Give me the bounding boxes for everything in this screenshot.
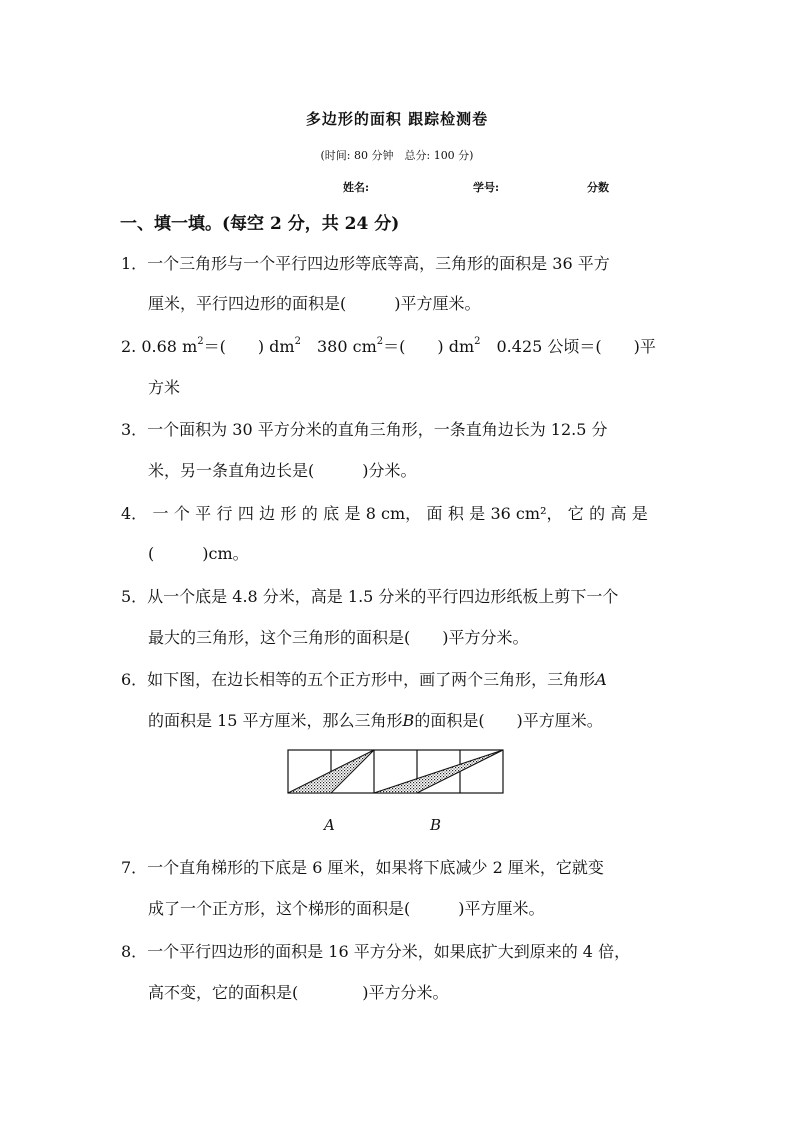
q6-text-a: 的面积是 15 平方厘米，那么三角形: [148, 711, 403, 730]
q4-word: 是: [631, 504, 648, 523]
q4-word: 四: [237, 504, 254, 523]
question-1-line-1: 1．一个三角形与一个平行四边形等底等高，三角形的面积是 36 平方: [121, 254, 610, 273]
exam-subtitle: (时间: 80 分钟 总分: 100 分): [320, 149, 474, 162]
q6-variable-a: A: [595, 670, 607, 689]
question-5-line-2: 最大的三角形，这个三角形的面积是( )平方分米。: [148, 628, 529, 647]
q4-word: 个: [173, 504, 190, 523]
q2-sup-4: 2: [474, 335, 481, 347]
question-6-line-2: [148, 709, 603, 733]
name-label: 姓名:: [343, 181, 370, 194]
q4-word: 高: [610, 504, 627, 523]
question-6-line-1: [121, 668, 607, 692]
question-8-line-2: 高不变，它的面积是( )平方分米。: [148, 983, 449, 1002]
q2-text-3: 380 cm: [300, 337, 377, 356]
q4-word: 的: [589, 504, 606, 523]
q4-word: 底: [323, 504, 340, 523]
q2-sup-2: 2: [294, 335, 301, 347]
q4-word: 一: [152, 504, 169, 523]
q2-text-4: ＝( ) dm: [383, 337, 475, 356]
q4-word: 积: [447, 504, 464, 523]
question-7-line-2: 成了一个正方形，这个梯形的面积是( )平方厘米。: [148, 899, 545, 918]
q2-text-1: 2. 0.68 m: [121, 337, 198, 356]
score-label: 分数: [587, 181, 609, 194]
figure-label-b: B: [430, 816, 442, 834]
q6-variable-b: B: [402, 711, 415, 730]
exam-title: 多边形的面积 跟踪检测卷: [305, 110, 489, 128]
q2-text-5: 0.425 公顷＝( )平: [480, 337, 656, 356]
question-2-line-2: 方米: [148, 378, 181, 397]
q4-word: 面: [426, 504, 443, 523]
q2-text-2: ＝( ) dm: [203, 337, 295, 356]
q4-word: 是: [469, 504, 486, 523]
student-number-label: 学号:: [473, 181, 500, 194]
q4-word: 平: [195, 504, 212, 523]
question-3-line-2: 米，另一条直角边长是( )分米。: [148, 461, 417, 480]
q4-word: 是: [344, 504, 361, 523]
q4-word: 边: [259, 504, 276, 523]
question-8-line-1: 8．一个平行四边形的面积是 16 平方分米，如果底扩大到原来的 4 倍，: [121, 942, 631, 961]
question-4-line-2: ( )cm。: [148, 544, 249, 563]
five-squares-figure: [284, 746, 506, 796]
figure-label-a: A: [324, 816, 335, 834]
question-1-line-2: 厘米，平行四边形的面积是( )平方厘米。: [148, 294, 481, 313]
question-2-line-1: [121, 335, 656, 359]
question-4-line-1: [121, 502, 648, 526]
question-7-line-1: 7．一个直角梯形的下底是 6 厘米，如果将下底减少 2 厘米，它就变: [121, 858, 604, 877]
q2-sup-3: 2: [376, 335, 384, 347]
q2-sup-1: 2: [197, 335, 204, 347]
q4-word: 8 cm，: [365, 504, 422, 523]
q4-word: 的: [301, 504, 318, 523]
q4-word: 4．: [121, 504, 148, 523]
q6-text: 6．如下图，在边长相等的五个正方形中，画了两个三角形，三角形: [121, 670, 596, 689]
q6-text-b: 的面积是( )平方厘米。: [414, 711, 603, 730]
q4-word: 行: [216, 504, 233, 523]
section-heading: 一、填一填。(每空 2 分，共 24 分): [120, 214, 400, 234]
q4-word: 它: [567, 504, 584, 523]
question-3-line-1: 3．一个面积为 30 平方分米的直角三角形，一条直角边长为 12.5 分: [121, 420, 608, 439]
q4-word: 形: [280, 504, 297, 523]
question-5-line-1: 5．从一个底是 4.8 分米，高是 1.5 分米的平行四边形纸板上剪下一个: [121, 587, 619, 606]
q4-word: 36 cm²，: [490, 504, 563, 523]
